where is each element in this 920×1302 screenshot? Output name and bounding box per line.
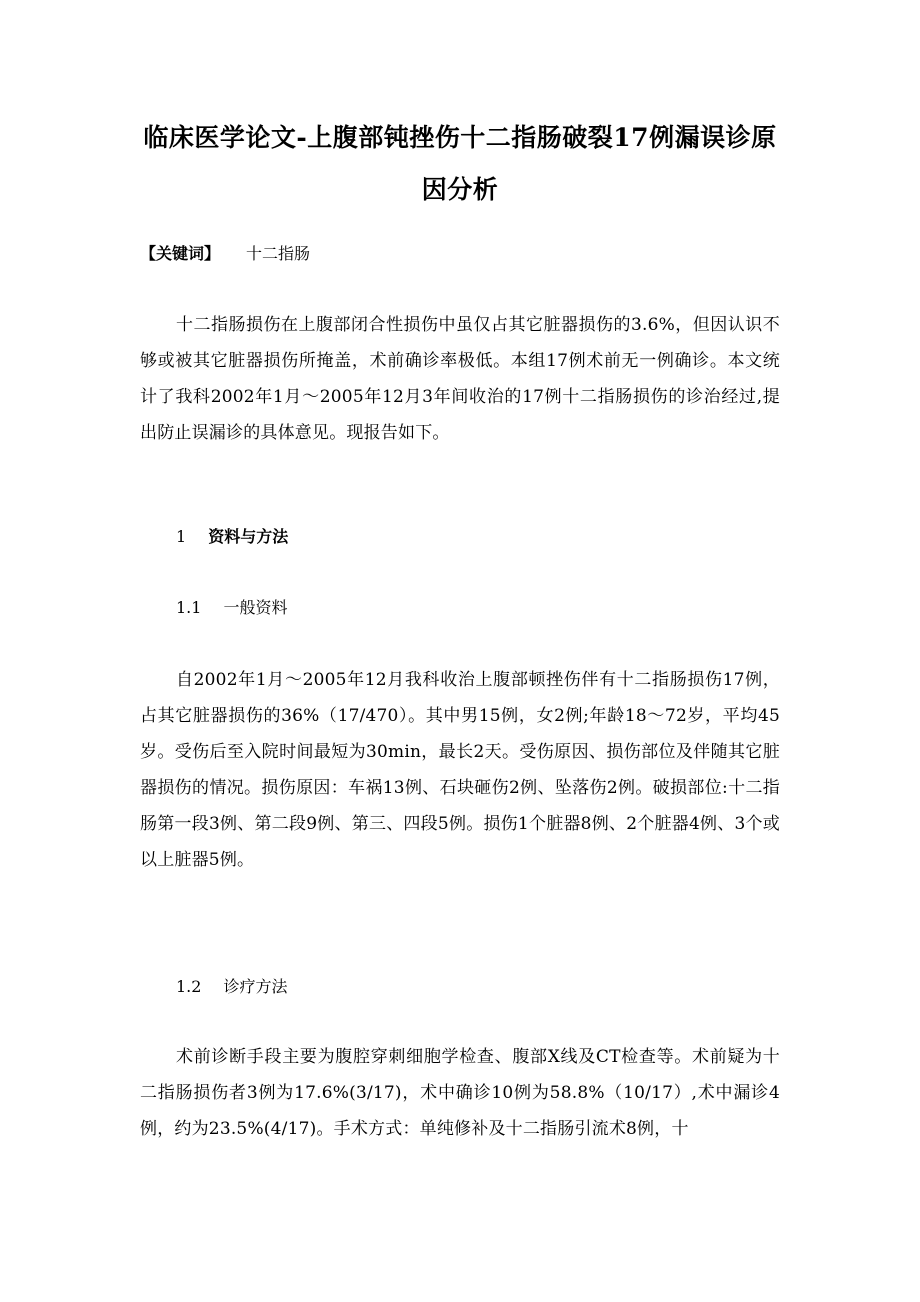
section-heading-1-1 xyxy=(176,594,287,622)
section-number: 1.2 xyxy=(176,977,202,996)
section-number: 1.1 xyxy=(176,598,202,617)
title-line-1: 临床医学论文-上腹部钝挫伤十二指肠破裂17例漏误诊原 xyxy=(143,123,777,152)
document-title xyxy=(110,112,810,216)
section-title: 诊疗方法 xyxy=(223,977,288,996)
keywords-value: 十二指肠 xyxy=(246,244,311,263)
section-title: 资料与方法 xyxy=(208,527,289,546)
keywords-label: 【关键词】 xyxy=(140,244,221,263)
section-title: 一般资料 xyxy=(223,598,288,617)
methods-paragraph: 术前诊断手段主要为腹腔穿刺细胞学检查、腹部X线及CT检查等。术前疑为十二指肠损伤者3例为17.6%(3/17)，术中确诊10例为58.8%（10/17）,术中漏诊4例，约为23.5%(4/17)。手术方式：单纯修补及十二指肠引流术8例，十 xyxy=(140,1047,780,1139)
keywords xyxy=(140,240,310,268)
section-heading-1 xyxy=(176,523,288,551)
general-data-paragraph: 自2002年1月～2005年12月我科收治上腹部顿挫伤伴有十二指肠损伤17例，占其它脏器损伤的36%（17/470）。其中男15例，女2例;年龄18～72岁，平均45岁。受伤后至入院时间最短为30min，最长2天。受伤原因、损伤部位及伴随其它脏器损伤的情况。损伤原因：车祸13例、石块砸伤2例、坠落伤2例。破损部位:十二指肠第一段3例、第二段9例、第三、四段5例。损伤1个脏器8例、2个脏器4例、3个或以上脏器5例。 xyxy=(140,670,780,870)
intro-paragraph: 十二指肠损伤在上腹部闭合性损伤中虽仅占其它脏器损伤的3.6%，但因认识不够或被其它脏器损伤所掩盖，术前确诊率极低。本组17例术前无一例确诊。本文统计了我科2002年1月～2005年12月3年间收治的17例十二指肠损伤的诊治经过,提出防止误漏诊的具体意见。现报告如下。 xyxy=(140,315,780,443)
section-heading-1-2 xyxy=(176,973,287,1001)
section-number: 1 xyxy=(176,527,187,546)
title-line-2: 因分析 xyxy=(421,175,499,204)
